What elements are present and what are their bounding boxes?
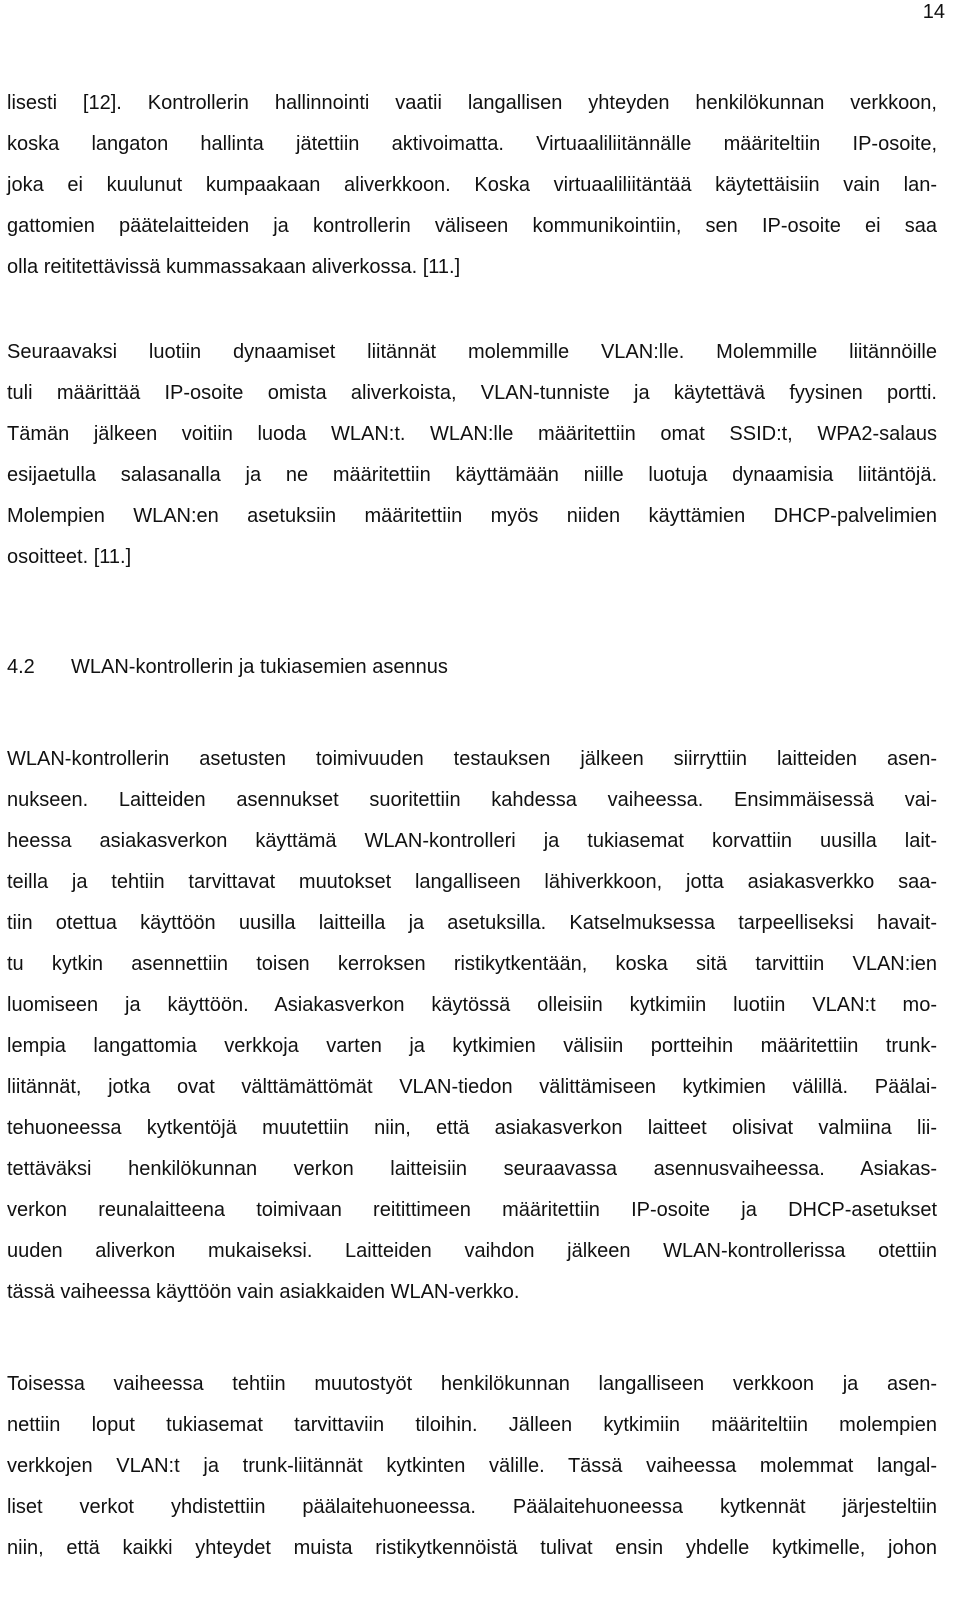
paragraph-line: tu kytkin asennettiin toisen kerroksen ristikytkentään, koska sitä tarvittiin VLAN:ien	[7, 953, 937, 975]
paragraph-1	[7, 83, 937, 288]
paragraph-line: tiin otettua käyttöön uusilla laitteilla ja asetuksilla. Katselmuksessa tarpeelliseksi havait-	[7, 912, 937, 934]
paragraph-line: lisesti [12]. Kontrollerin hallinnointi vaatii langallisen yhteyden henkilökunnan verkkoon,	[7, 92, 937, 114]
paragraph-line: niin, että kaikki yhteydet muista ristikytkennöistä tulivat ensin yhdelle kytkimelle, johon	[7, 1537, 937, 1559]
paragraph-line: joka ei kuulunut kumpaakaan aliverkkoon. Koska virtuaaliliitäntää käytettäisiin vain lan-	[7, 174, 937, 196]
paragraph-line: liset verkot yhdistettiin päälaitehuoneessa. Päälaitehuoneessa kytkennät järjesteltiin	[7, 1496, 937, 1518]
page-number: 14	[922, 1, 945, 23]
paragraph-line: tässä vaiheessa käyttöön vain asiakkaiden WLAN-verkko.	[7, 1281, 520, 1303]
paragraph-line: osoitteet. [11.]	[7, 546, 132, 568]
paragraph-line: esijaetulla salasanalla ja ne määritettiin käyttämään niille luotuja dynaamisia liitäntöjä.	[7, 464, 937, 486]
paragraph-4	[7, 1364, 937, 1569]
paragraph-line: Seuraavaksi luotiin dynaamiset liitännät molemmille VLAN:lle. Molemmille liitännöille	[7, 341, 937, 363]
paragraph-line: Toisessa vaiheessa tehtiin muutostyöt henkilökunnan langalliseen verkkoon ja asen-	[7, 1373, 937, 1395]
paragraph-line: lempia langattomia verkkoja varten ja kytkimien välisiin portteihin määritettiin trunk-	[7, 1035, 937, 1057]
paragraph-line: Tämän jälkeen voitiin luoda WLAN:t. WLAN:lle määritettiin omat SSID:t, WPA2-salaus	[7, 423, 937, 445]
paragraph-line: nettiin loput tukiasemat tarvittaviin tiloihin. Jälleen kytkimiin määriteltiin molempien	[7, 1414, 937, 1436]
paragraph-line: nukseen. Laitteiden asennukset suoritettiin kahdessa vaiheessa. Ensimmäisessä vai-	[7, 789, 937, 811]
paragraph-line: liitännät, jotka ovat välttämättömät VLAN-tiedon välittämiseen kytkimien välillä. Päälai-	[7, 1076, 937, 1098]
paragraph-line: Molempien WLAN:en asetuksiin määritettiin myös niiden käyttämien DHCP-palvelimien	[7, 505, 937, 527]
section-heading	[7, 647, 448, 688]
paragraph-line: verkkojen VLAN:t ja trunk-liitännät kytkinten välille. Tässä vaiheessa molemmat langal-	[7, 1455, 937, 1477]
paragraph-line: olla reititettävissä kummassakaan aliverkossa. [11.]	[7, 256, 461, 278]
paragraph-line: tettäväksi henkilökunnan verkon laitteisiin seuraavassa asennusvaiheessa. Asiakas-	[7, 1158, 937, 1180]
paragraph-line: heessa asiakasverkon käyttämä WLAN-kontrolleri ja tukiasemat korvattiin uusilla lait-	[7, 830, 937, 852]
paragraph-3	[7, 739, 937, 1313]
paragraph-line: koska langaton hallinta jätettiin aktivoimatta. Virtuaaliliitännälle määriteltiin IP-osoite,	[7, 133, 937, 155]
section-number: 4.2	[7, 656, 35, 678]
paragraph-line: luomiseen ja käyttöön. Asiakasverkon käytössä olleisiin kytkimiin luotiin VLAN:t mo-	[7, 994, 937, 1016]
section-title: WLAN-kontrollerin ja tukiasemien asennus	[71, 656, 448, 678]
paragraph-line: uuden aliverkon mukaiseksi. Laitteiden vaihdon jälkeen WLAN-kontrollerissa otettiin	[7, 1240, 937, 1262]
paragraph-line: tuli määrittää IP-osoite omista aliverkoista, VLAN-tunniste ja käytettävä fyysinen portti.	[7, 382, 937, 404]
paragraph-line: gattomien päätelaitteiden ja kontrollerin väliseen kommunikointiin, sen IP-osoite ei saa	[7, 215, 937, 237]
paragraph-line: teilla ja tehtiin tarvittavat muutokset langalliseen lähiverkkoon, jotta asiakasverkko saa-	[7, 871, 937, 893]
paragraph-line: WLAN-kontrollerin asetusten toimivuuden testauksen jälkeen siirryttiin laitteiden asen-	[7, 748, 937, 770]
paragraph-line: tehuoneessa kytkentöjä muutettiin niin, että asiakasverkon laitteet olisivat valmiina lii-	[7, 1117, 937, 1139]
paragraph-line: verkon reunalaitteena toimivaan reitittimeen määritettiin IP-osoite ja DHCP-asetukset	[7, 1199, 937, 1221]
paragraph-2	[7, 332, 937, 578]
